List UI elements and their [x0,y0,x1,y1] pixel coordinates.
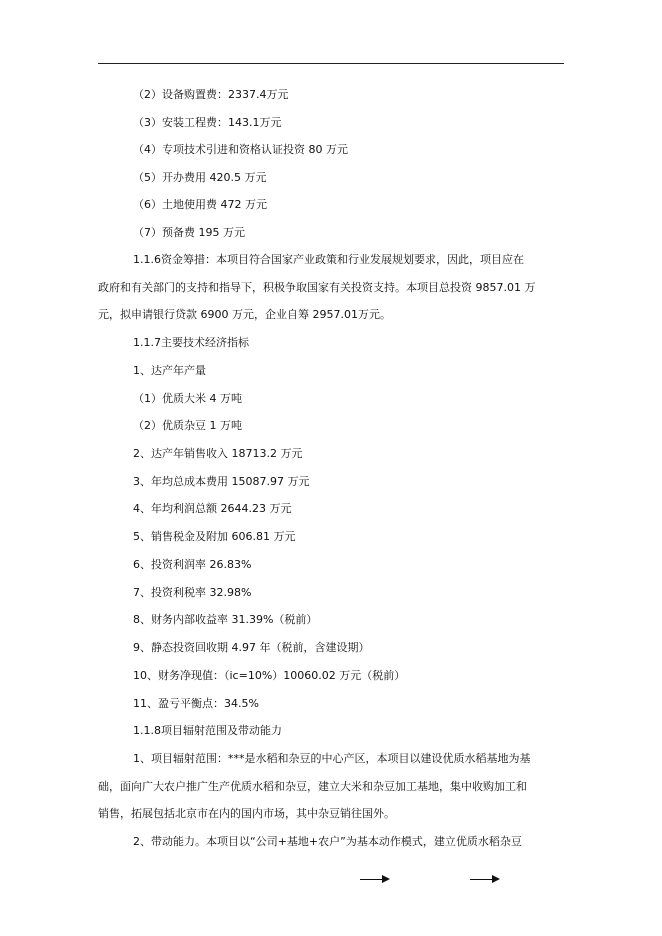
text-line: 7、投资利税率 32.98% [133,586,252,599]
section-heading: 1.1.8项目辐射范围及带动能力 [133,724,282,737]
text-line: 11、盈亏平衡点：34.5% [133,697,259,710]
text-line: （6）土地使用费 472 万元 [133,198,267,211]
text-line: 9、静态投资回收期 4.97 年（税前，含建设期） [133,641,370,654]
text-line: 销售，拓展包括北京市在内的国内市场，其中杂豆销往国外。 [98,807,395,820]
text-line: 元，拟申请银行贷款 6900 万元，企业自筹 2957.01万元。 [98,308,391,321]
right-arrow-icon [360,872,390,886]
text-line: 3、年均总成本费用 15087.97 万元 [133,475,310,488]
text-line: 2、带动能力。本项目以“公司+基地+农户”为基本动作模式，建立优质水稻杂豆 [133,835,522,848]
text-line: 础，面向广大农户推广生产优质水稻和杂豆，建立大米和杂豆加工基地，集中收购加工和 [98,780,527,793]
text-line: 5、销售税金及附加 606.81 万元 [133,530,296,543]
text-line: （2）优质杂豆 1 万吨 [133,419,242,432]
text-line: （1）优质大米 4 万吨 [133,392,242,405]
text-line: （2）设备购置费：2337.4万元 [133,88,289,101]
text-line: 4、年均利润总额 2644.23 万元 [133,502,292,515]
section-heading: 1.1.7主要技术经济指标 [133,336,249,349]
text-line: 2、达产年销售收入 18713.2 万元 [133,447,303,460]
text-line: 1、达产年产量 [133,364,206,377]
right-arrow-icon [470,872,500,886]
text-line: （7）预备费 195 万元 [133,226,245,239]
text-line: 1、项目辐射范围：***是水稻和杂豆的中心产区，本项目以建设优质水稻基地为基 [133,752,531,765]
text-line: （3）安装工程费：143.1万元 [133,116,282,129]
text-line: 10、财务净现值：（ic=10%）10060.02 万元（税前） [133,669,406,682]
text-line: （5）开办费用 420.5 万元 [133,171,267,184]
text-line: （4）专项技术引进和资格认证投资 80 万元 [133,143,348,156]
text-line: 1.1.6资金筹措：本项目符合国家产业政策和行业发展规划要求，因此，项目应在 [133,253,524,266]
header-rule [98,63,564,64]
text-line: 政府和有关部门的支持和指导下，积极争取国家有关投资支持。本项目总投资 9857.01 万 [98,281,536,294]
text-line: 8、财务内部收益率 31.39%（税前） [133,613,318,626]
text-line: 6、投资利润率 26.83% [133,558,252,571]
